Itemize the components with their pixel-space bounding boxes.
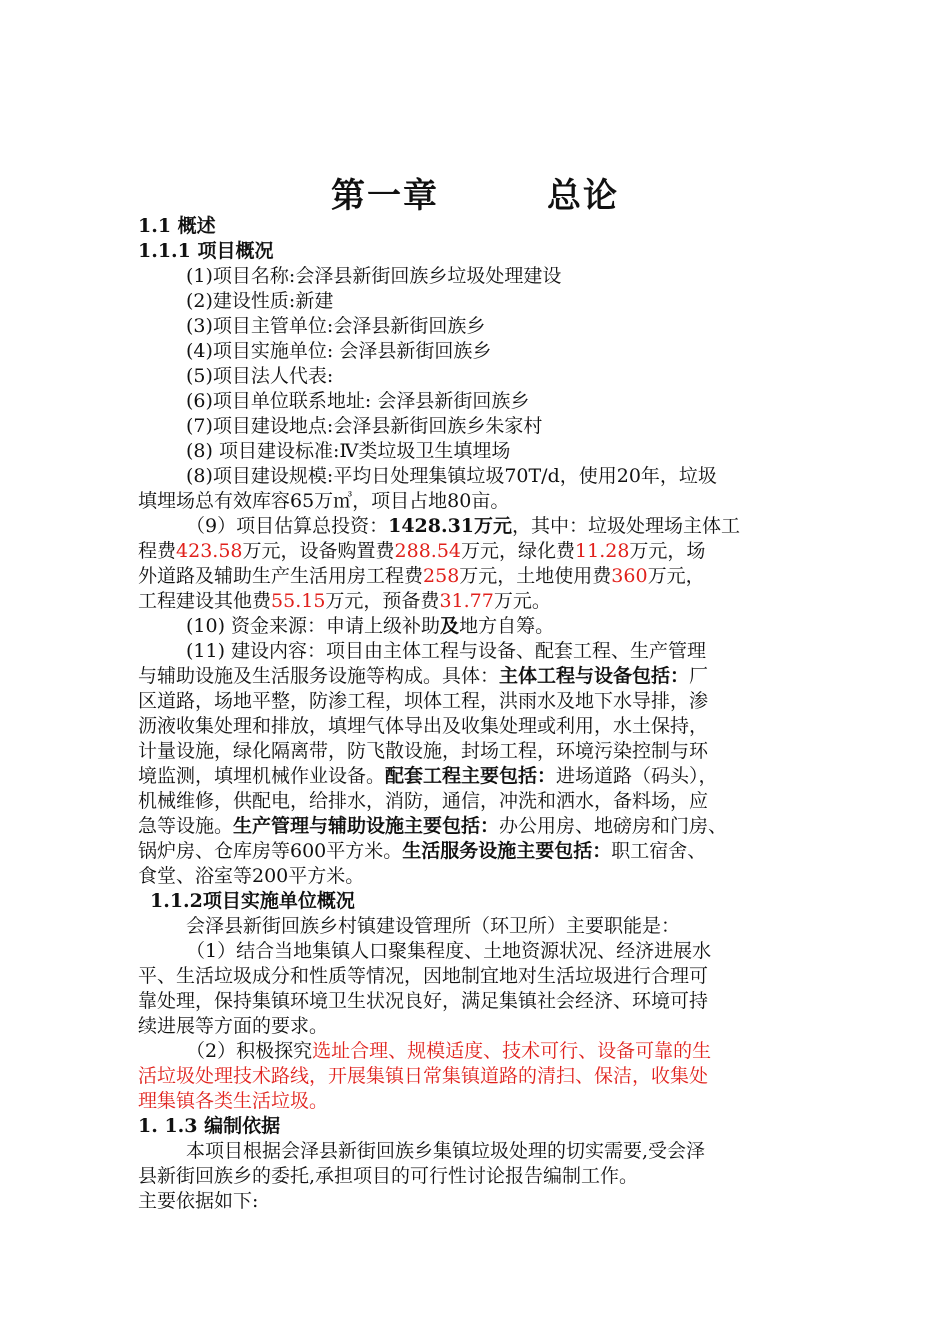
other-cost: 55.15 xyxy=(271,590,326,612)
investment-text: ，其中：垃圾处理场主体工 xyxy=(512,515,741,537)
unit-line-4: 靠处理，保持集镇环境卫生状况良好，满足集镇社会经济、环境可持 xyxy=(138,990,709,1012)
text: 急等设施。 xyxy=(138,815,234,837)
unit-line-8: 理集镇各类生活垃圾。 xyxy=(138,1090,329,1112)
item-supervisor: (3)项目主管单位:会泽县新街回族乡 xyxy=(186,315,486,337)
item-nature: (2)建设性质:新建 xyxy=(186,290,334,312)
text: 选址合理、规模适度、技术可行、设备可靠的生 xyxy=(312,1040,712,1062)
investment-line-2 xyxy=(138,539,705,563)
chapter-title: 第一章 总论 xyxy=(331,176,619,216)
text: 万元，设备购置费 xyxy=(242,540,395,562)
item-scale: (8)项目建设规模:平均日处理集镇垃圾70T/d，使用20年，垃圾 xyxy=(186,465,717,487)
road-cost: 258 xyxy=(423,565,460,587)
content-line-5: 计量设施，绿化隔离带，防飞散设施，封场工程，环境污染控制与环 xyxy=(138,740,709,762)
text: 万元。 xyxy=(493,590,551,612)
section-heading-1-1-3: 1. 1.3 编制依据 xyxy=(138,1115,281,1137)
investment-label: （9）项目估算总投资： xyxy=(186,515,389,537)
item-address: (6)项目单位联系地址: 会泽县新街回族乡 xyxy=(186,390,530,412)
content-line-4: 沥液收集处理和排放，填埋气体导出及收集处理或利用，水土保持， xyxy=(138,715,709,737)
content-line-3: 区道路，场地平整，防渗工程，坝体工程，洪雨水及地下水导排，渗 xyxy=(138,690,709,712)
text: 工程建设其他费 xyxy=(138,590,272,612)
content-line-6 xyxy=(138,764,718,788)
text: 万元，预备费 xyxy=(325,590,440,612)
content-line-9 xyxy=(138,839,706,863)
text: 职工宿舍、 xyxy=(611,840,707,862)
text: 万元，绿化费 xyxy=(461,540,576,562)
unit-line-3: 平、生活垃圾成分和性质等情况，因地制宜地对生活垃圾进行合理可 xyxy=(138,965,709,987)
text: 生产管理与辅助设施主要包括： xyxy=(233,815,500,837)
item-legal-rep: (5)项目法人代表: xyxy=(186,365,334,387)
greening-cost: 11.28 xyxy=(575,540,630,562)
text: 配套工程主要包括： xyxy=(385,765,557,787)
text: 万元，土地使用费 xyxy=(459,565,612,587)
funding-source xyxy=(186,614,554,638)
basis-line-1: 本项目根据会泽县新街回族乡集镇垃圾处理的切实需要,受会泽 xyxy=(186,1140,706,1162)
text: 办公用房、地磅房和门房、 xyxy=(499,815,728,837)
investment-line-4 xyxy=(138,589,551,613)
basis-line-3: 主要依据如下: xyxy=(138,1190,259,1212)
content-line-1: (11) 建设内容：项目由主体工程与设备、配套工程、生产管理 xyxy=(186,640,707,662)
reserve-cost: 31.77 xyxy=(439,590,494,612)
text: 地方自筹。 xyxy=(459,615,555,637)
content-line-10: 食堂、浴室等200平方米。 xyxy=(138,865,365,887)
content-line-2 xyxy=(138,664,708,688)
investment-total: 1428.31万元 xyxy=(388,515,513,537)
item-site: (7)项目建设地点:会泽县新街回族乡朱家村 xyxy=(186,415,543,437)
investment-line-3 xyxy=(138,564,705,588)
unit-line-7: 活垃圾处理技术路线，开展集镇日常集镇道路的清扫、保洁，收集处 xyxy=(138,1065,709,1087)
investment-line-1 xyxy=(186,514,740,538)
unit-line-5: 续进展等方面的要求。 xyxy=(138,1015,329,1037)
text: 及 xyxy=(440,615,460,637)
text: 境监测，填埋机械作业设备。 xyxy=(138,765,386,787)
item-standard: (8) 项目建设标准:Ⅳ类垃圾卫生填埋场 xyxy=(186,440,511,462)
text: 与辅助设施及生活服务设施等构成。具体： xyxy=(138,665,500,687)
main-works-cost: 423.58 xyxy=(176,540,243,562)
unit-line-1: 会泽县新街回族乡村镇建设管理所（环卫所）主要职能是： xyxy=(186,915,681,937)
section-heading-1-1-2: 1.1.2项目实施单位概况 xyxy=(150,890,355,912)
basis-line-2: 县新街回族乡的委托,承担项目的可行性讨论报告编制工作。 xyxy=(138,1165,639,1187)
text: 生活服务设施主要包括： xyxy=(402,840,612,862)
text: 主体工程与设备包括： xyxy=(499,665,690,687)
text: 锅炉房、仓库房等600平方米。 xyxy=(138,840,403,862)
land-cost: 360 xyxy=(611,565,648,587)
content-line-7: 机械维修，供配电，给排水，消防，通信，冲洗和洒水，备料场，应 xyxy=(138,790,709,812)
text: 进场道路（码头）， xyxy=(556,765,718,787)
text: 万元， xyxy=(647,565,705,587)
text: 程费 xyxy=(138,540,177,562)
item-implementer: (4)项目实施单位: 会泽县新街回族乡 xyxy=(186,340,492,362)
text: (10) 资金来源：申请上级补助 xyxy=(186,615,441,637)
unit-line-2: （1）结合当地集镇人口聚集程度、土地资源状况、经济进展水 xyxy=(186,940,712,962)
unit-line-6 xyxy=(186,1039,711,1063)
text: 外道路及辅助生产生活用房工程费 xyxy=(138,565,424,587)
text: 厂 xyxy=(689,665,709,687)
section-heading-1-1-1: 1.1.1 项目概况 xyxy=(138,240,274,262)
section-heading-1-1: 1.1 概述 xyxy=(138,215,216,237)
content-line-8 xyxy=(138,814,727,838)
text: 万元，场 xyxy=(629,540,706,562)
equipment-cost: 288.54 xyxy=(394,540,461,562)
item-scale-cont: 填埋场总有效库容65万㎥，项目占地80亩。 xyxy=(138,490,510,512)
item-project-name: (1)项目名称:会泽县新街回族乡垃圾处理建设 xyxy=(186,265,562,287)
text: （2）积极探究 xyxy=(186,1040,313,1062)
